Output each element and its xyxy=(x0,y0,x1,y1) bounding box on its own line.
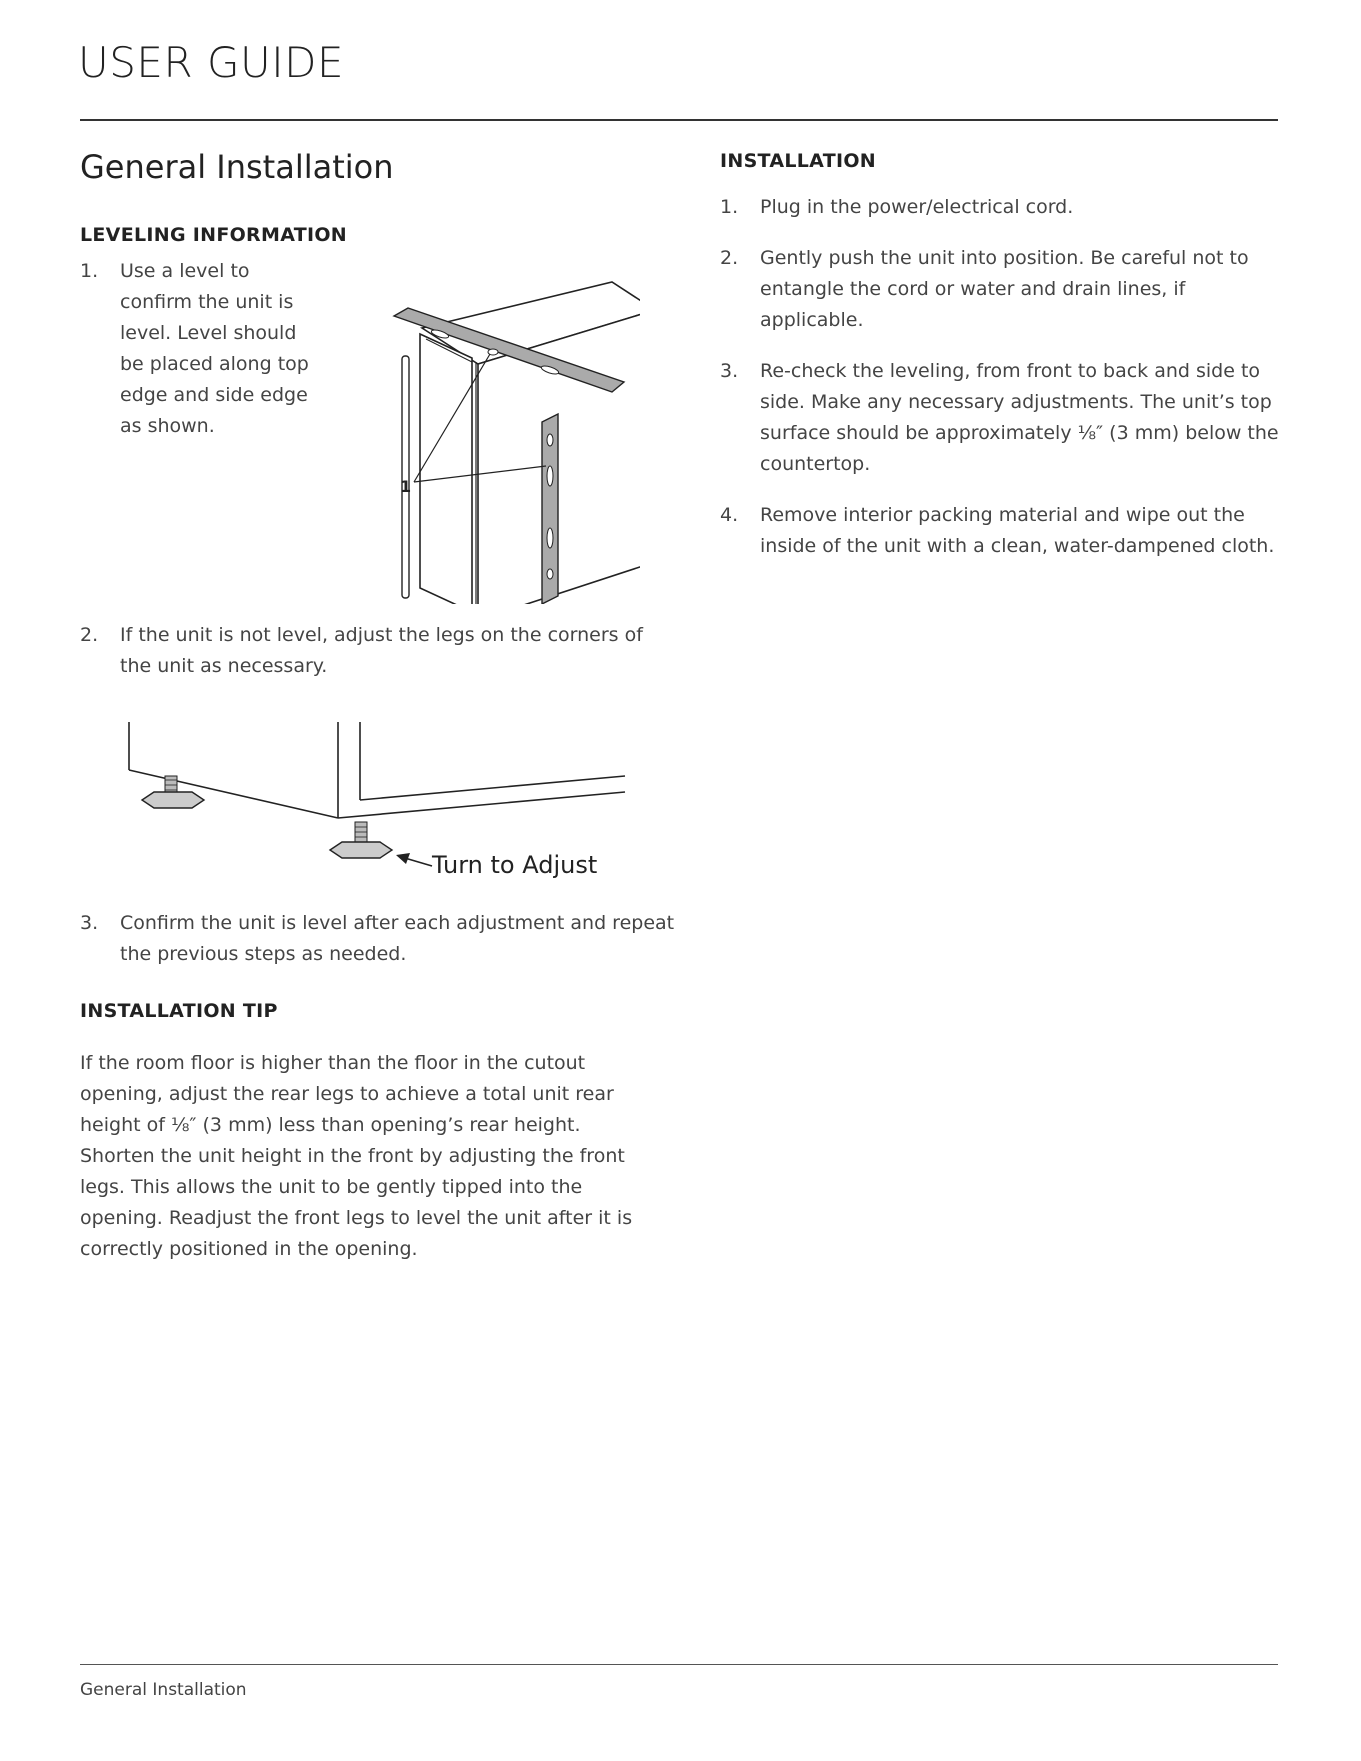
install-item-1-number: 1. xyxy=(720,196,739,218)
install-item-4-text: Remove interior packing material and wipe out the inside of the unit with a clean, water-dampened cloth. xyxy=(760,504,1275,557)
step1-block xyxy=(80,256,650,616)
step3-item xyxy=(80,908,680,970)
adjust-legs-figure xyxy=(80,722,640,892)
install-item-2-text: Gently push the unit into position. Be careful not to entangle the cord or water and drain lines, if applicable. xyxy=(760,247,1249,331)
install-item-1-text: Plug in the power/electrical cord. xyxy=(760,196,1074,218)
install-item-4 xyxy=(720,500,1280,562)
installation-tip-text xyxy=(80,1048,640,1265)
step1-text: Use a level to confirm the unit is level. Level should be placed along top edge and side edge as shown. xyxy=(120,260,309,437)
install-item-4-number: 4. xyxy=(720,504,739,526)
install-item-3 xyxy=(720,356,1280,480)
header-divider xyxy=(80,119,1278,121)
step3-text: Confirm the unit is level after each adjustment and repeat the previous steps as needed. xyxy=(120,912,675,965)
left-column xyxy=(80,148,675,1265)
right-column xyxy=(720,150,1280,562)
front-leg xyxy=(330,822,392,858)
step2-item xyxy=(80,620,680,682)
tip-text-start: If the room floor is higher than the floor in the cutout opening, adjust the rear legs to achieve a total unit rear height of xyxy=(80,1052,614,1136)
tip-fraction: ⅛″ xyxy=(170,1114,197,1136)
footer-label: General Installation xyxy=(80,1680,247,1700)
install-item-3-fraction: ⅛″ xyxy=(1077,422,1104,444)
unit-door xyxy=(420,334,472,604)
step2-number: 2. xyxy=(80,624,99,646)
install-item-1 xyxy=(720,192,1280,223)
rear-leg xyxy=(142,776,204,808)
step3-number: 3. xyxy=(80,912,99,934)
leveling-figure xyxy=(310,244,640,604)
step2-text: If the unit is not level, adjust the legs on the corners of the unit as necessary. xyxy=(120,624,643,677)
install-item-2-number: 2. xyxy=(720,247,739,269)
tip-text-end: (3 mm) less than opening’s rear height. Shorten the unit height in the front by adjusting the front legs. This allows the unit to be gently tipped into the opening. Readjust the front legs to level the unit after it is correctly positioned in the opening. xyxy=(80,1114,633,1260)
install-item-2 xyxy=(720,243,1280,336)
install-item-3-text-start: Re-check the leveling, from front to back and side to side. Make any necessary adjustments. The unit’s top surface should be approximately xyxy=(760,360,1272,444)
figure1-callout: 1 xyxy=(400,477,412,496)
section-title: General Installation xyxy=(80,148,394,186)
installation-heading: INSTALLATION xyxy=(720,150,876,172)
footer-divider xyxy=(80,1664,1278,1665)
step1-number: 1. xyxy=(80,260,99,282)
install-item-3-number: 3. xyxy=(720,360,739,382)
installation-tip-heading: INSTALLATION TIP xyxy=(80,1000,278,1022)
leveling-heading: LEVELING INFORMATION xyxy=(80,224,348,246)
step1-item xyxy=(80,256,310,442)
page-title: USER GUIDE xyxy=(78,38,345,87)
install-item-3-text-end: (3 mm) below the countertop. xyxy=(760,422,1279,475)
turn-to-adjust-label: Turn to Adjust xyxy=(432,851,598,879)
